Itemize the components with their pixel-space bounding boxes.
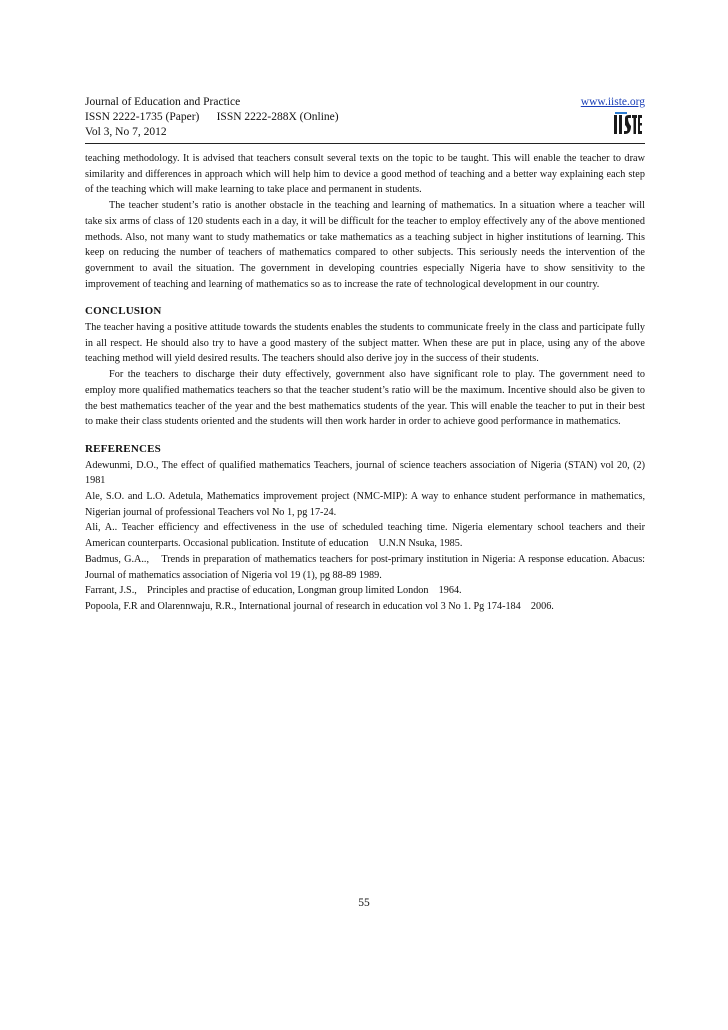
page-number: 55 [358,897,370,909]
paragraph: teaching methodology. It is advised that teachers consult several texts on the topic to be taught. This will enable the teacher to draw similarity and differences in approach which will help him to device a good method of teaching and a better way explaining each step of the teaching which will make learning to take place and permanent in students. [85,153,645,196]
issn-line: ISSN 2222-1735 (Paper) ISSN 2222-288X (Online) [85,111,339,123]
paragraph: The teacher student’s ratio is another obstacle in the teaching and learning of mathematics. In a situation where a teacher will take six arms of class of 120 students each in a day, it will be difficult for the teacher to employ effectively any of the above mentioned methods. Also, not many want to study mathematics or take mathematics as a teaching subject in higher institutions of learning. This keep on reducing the number of teachers of mathematics compared to other subjects. This seriously needs the intervention of the government to avail the situation. The government in developing countries especially Nigeria have to show sensitivity to the improvement of teaching and learning of mathematics so as to increase the rate of technological development in our country. [85,200,645,290]
section-heading-references: REFERENCES [85,442,161,455]
iiste-logo [613,112,643,136]
journal-title: Journal of Education and Practice [85,96,241,108]
reference-item: Popoola, F.R and Olarennwaju, R.R., International journal of research in education vol 3 No 1. Pg 174-184 2006. [85,600,554,612]
volume-line: Vol 3, No 7, 2012 [85,126,167,138]
article-body [85,151,648,615]
reference-item: Farrant, J.S., Principles and practise of education, Longman group limited London 1964. [85,585,462,597]
journal-url-link[interactable]: www.iiste.org [580,96,645,108]
paragraph: For the teachers to discharge their duty effectively, government also have significant role to play. The government need to employ more qualified mathematics teachers so that the teacher student’s ratio will be the maximum. Incentive should also be given to the best mathematics teacher of the year and the best mathematics students of the year. This will enable the teacher to put in their best to make their class students oriented and the students will then work harder in order to achieve good performance in mathematics. [85,369,645,428]
reference-item: Ale, S.O. and L.O. Adetula, Mathematics improvement project (NMC-MIP): A way to enhance student performance in mathematics, Nigerian journal of professional Teachers vol No 1, pg 17-24. [85,491,648,518]
paragraph: The teacher having a positive attitude towards the students enables the students to communicate freely in the class and participate fully in all respect. He should also try to have a good mastery of the subject matter. When these are put in place, using any of the above teaching method will yield desired results. The teachers should also derive joy in the success of their students. [85,322,645,365]
reference-item: Badmus, G.A.., Trends in preparation of mathematics teachers for post-primary institution in Nigeria: A response education. Abacus: Journal of mathematics association of Nigeria vol 19 (1), pg 88-89 1989. [85,553,648,581]
section-heading-conclusion: CONCLUSION [85,305,162,318]
reference-item: Adewunmi, D.O., The effect of qualified mathematics Teachers, journal of science teachers association of Nigeria (STAN) vol 20, (2) 1981 [85,459,648,487]
reference-item: Ali, A.. Teacher efficiency and effectiveness in the use of scheduled teaching time. Nigeria elementary school teachers and their American counterparts. Occasional publication. Institute of education U.N.N Nsuka, 1985. [85,522,647,550]
header-rule [85,143,645,144]
